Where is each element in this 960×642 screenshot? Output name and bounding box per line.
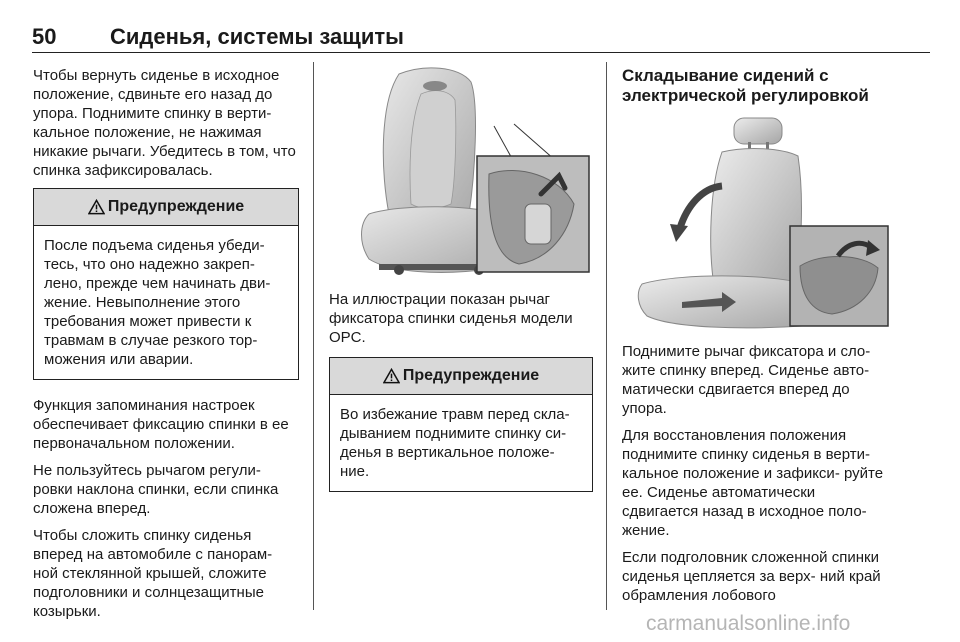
watermark: carmanualsonline.info [646,612,851,635]
warning-text: Во избежание травм перед скла- дыванием поднимите спинку си- денья в вертикальное положе- ние. [340,406,570,480]
column-2 [329,64,593,508]
section-heading: Складывание сидений с электрической регулировкой [622,66,869,105]
warning-triangle-icon [383,368,400,384]
warning-text: После подъема сиденья убеди- тесь, что оно надежно закреп- лено, прежде чем начинать дви- жение. Невыполнение этого требования может привести к травмам в случае резкого тор- можения или аварии. [44,237,271,368]
power-seat-illustration [622,116,890,330]
power-seat-image [622,116,890,330]
paragraph-panoramic-roof: Чтобы сложить спинку сиденья вперед на автомобиле с панорам- ной стеклянной крышей, сложите подголовники и солнцезащитные козырьки. [33,527,273,620]
warning-box-1 [33,188,299,380]
column-divider-1 [313,62,314,610]
warning-box-2 [329,357,593,492]
paragraph-memory: Функция запоминания настроек обеспечивает фиксацию спинки в ее первоначальном положении. [33,397,289,452]
seat-illustration-opc [329,64,593,278]
sport-seat-image [329,64,593,278]
page-number: 50 [32,24,57,49]
warning-triangle-icon [88,199,105,215]
paragraph-fold-forward: Поднимите рычаг фиксатора и сло- жите спинку вперед. Сиденье авто- матически сдвигается вперед до упора. [622,343,871,417]
figure-caption: На иллюстрации показан рычаг фиксатора спинки сиденья модели OPC. [329,291,573,346]
paragraph-restore-position: Для восстановления положения поднимите спинку сиденья в верти- кальное положение и зафикси- руйте ее. Сиденье автоматически сдвигается назад в исходное поло- жение. [622,427,884,539]
paragraph-return-seat: Чтобы вернуть сиденье в исходное положение, сдвиньте его назад до упора. Поднимите спинку в верти- кальное положение, не нажимая никакие рычаги. Убедитесь в том, что спинка зафиксировалась. [33,67,296,179]
column-divider-2 [606,62,607,610]
warning-header [330,358,592,395]
warning-header [34,189,298,226]
column-1 [33,66,299,629]
page-header [32,24,930,56]
header-rule [32,52,930,53]
section-title: Сиденья, системы защиты [110,24,404,49]
paragraph-headrest: Если подголовник сложенной спинки сиденья цепляется за верх- ний край обрамления лобового [622,549,881,604]
paragraph-do-not-use-lever: Не пользуйтесь рычагом регули- ровки наклона спинки, если спинка сложена вперед. [33,462,279,517]
warning-title: Предупреждение [402,367,540,384]
warning-title: Предупреждение [107,198,245,215]
column-3 [622,66,890,613]
